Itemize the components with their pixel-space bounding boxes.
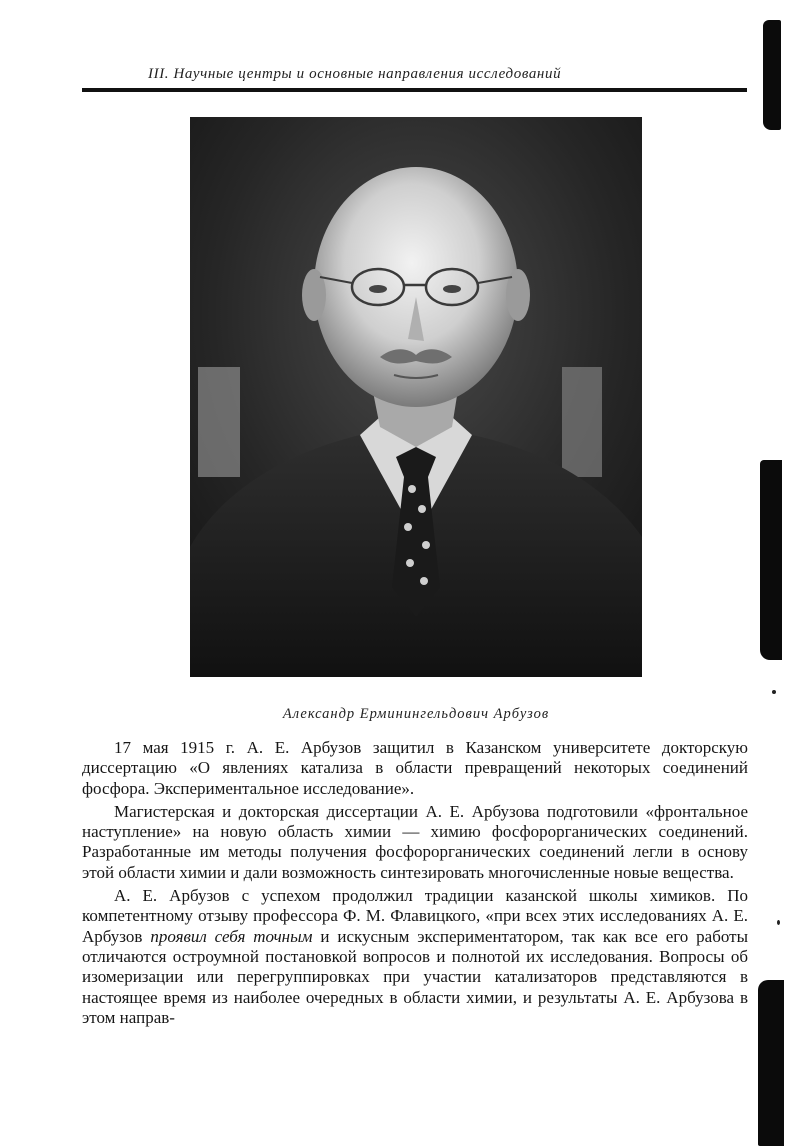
scan-edge-artifact — [763, 20, 781, 130]
scan-speck — [777, 920, 780, 925]
running-header: III. Научные центры и основные направления исследований — [148, 66, 562, 82]
paragraph-text: А. Е. Арбузов с успехом продолжил традиции казанской школы химиков. По компетентному отзыву профессора Ф. М. Флавицкого, «при всех этих исследованиях А. Е. Арбузов — [82, 886, 748, 946]
paragraph: Магистерская и докторская диссертации А. Е. Арбузова подготовили «фронтальное наступление» на новую область химии — химию фосфорорганических соединений. Разработанные им методы получения фосфорорганических соединений легли в основу этой области химии и дали возможность синтезировать многочисленные новые вещества. — [82, 801, 748, 882]
scan-speck — [772, 690, 776, 694]
paragraph: 17 мая 1915 г. А. Е. Арбузов защитил в Казанском университете докторскую диссертацию «О явлениях катализа в области превращений некоторых соединений фосфора. Экспериментальное исследование». — [82, 738, 748, 798]
scan-edge-artifact — [758, 980, 784, 1146]
figure-caption: Александр Ерминингельдович Арбузов — [282, 706, 550, 722]
body-text — [82, 738, 748, 1031]
portrait-photo-icon — [190, 117, 642, 677]
header-rule — [82, 88, 747, 92]
emphasis-text: проявил себя точным — [150, 926, 313, 946]
paragraph — [82, 886, 748, 1028]
scan-edge-artifact — [760, 460, 782, 660]
paragraph-text: и искусным экспериментатором, так как все его работы отличаются остроумной постановкой вопросов и полнотой их исследования. Вопросы об изомеризации или перегруппировках при участии катализаторов представляются в настоящее время из наиболее очередных в области химии, и результаты А. Е. Арбузова в этом направ- — [82, 926, 748, 1027]
